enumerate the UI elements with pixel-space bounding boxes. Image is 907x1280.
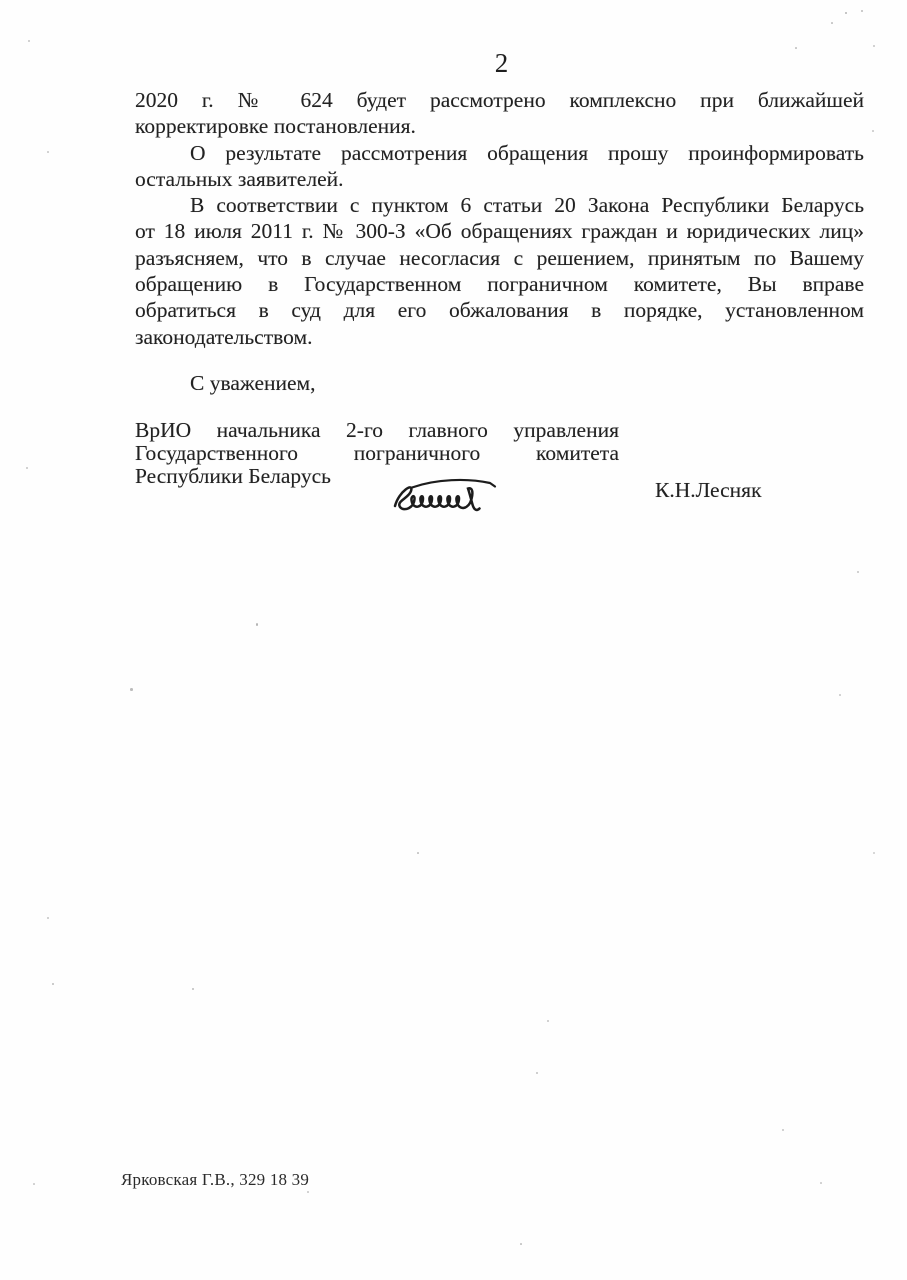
closing-salutation: С уважением, <box>190 371 316 395</box>
paragraph-line: корректировке постановления. <box>135 114 416 139</box>
paragraph-line: остальных заявителей. <box>135 166 344 191</box>
signer-name: К.Н.Лесняк <box>655 478 762 502</box>
paragraph-line: от 18 июля 2011 г. № 300-З «Об обращениях граждан и юридических лиц» <box>135 219 864 244</box>
paragraph-line: обратиться в суд для его обжалования в порядке, установленном <box>135 298 864 323</box>
signer-title-line: Республики Беларусь <box>135 463 331 488</box>
paragraph-line: законодательством. <box>135 324 313 349</box>
paragraph-line: 2020 г. № 624 будет рассмотрено комплексно при ближайшей <box>135 88 864 112</box>
handwritten-signature-icon <box>386 475 508 521</box>
paragraph-line: В соответствии с пунктом 6 статьи 20 Закона Республики Беларусь <box>190 193 864 218</box>
paragraph-line: обращению в Государственном пограничном комитете, Вы вправе <box>135 272 864 297</box>
signer-title-block <box>135 419 619 487</box>
paragraph-line: О результате рассмотрения обращения прошу проинформировать <box>190 140 864 165</box>
signer-title-line: ВрИО начальника 2-го главного управления <box>135 418 619 442</box>
page-number: 2 <box>494 48 509 78</box>
signer-title-line: Государственного пограничного комитета <box>135 440 619 465</box>
executor-contact-line: Ярковская Г.В., 329 18 39 <box>121 1170 310 1189</box>
paragraph-line: разъясняем, что в случае несогласия с решением, принятым по Вашему <box>135 245 864 270</box>
letter-body <box>135 87 864 350</box>
